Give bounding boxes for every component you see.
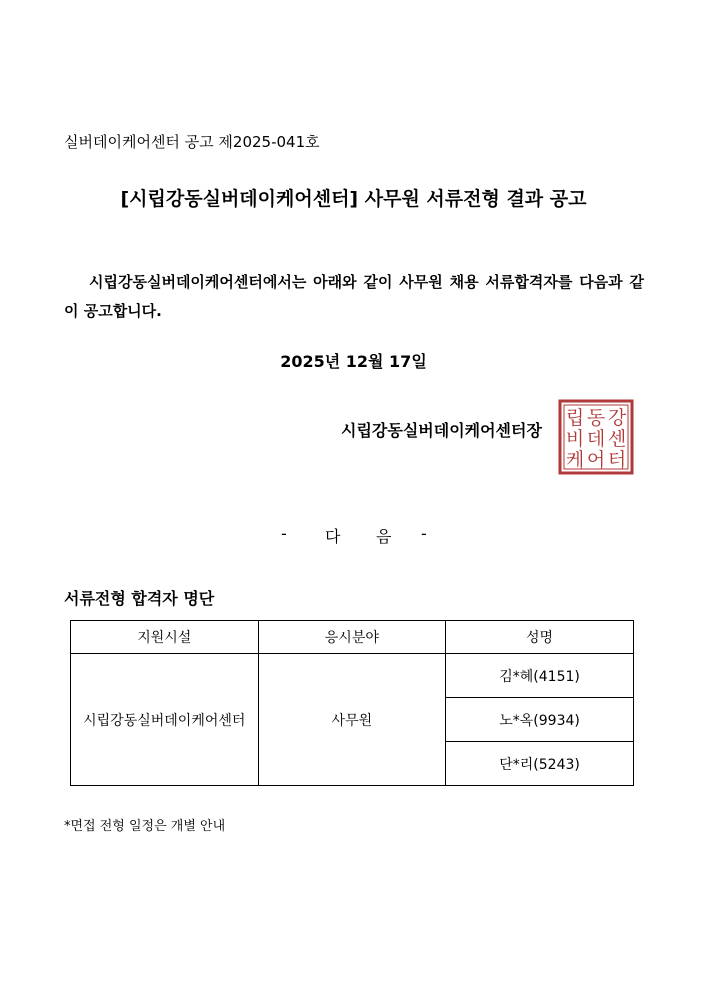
seal-character: 강 [607,407,627,429]
seal-character: 센 [607,428,627,450]
cell-applicant-name: 노*옥(9934) [446,698,634,742]
table-row [71,654,634,698]
official-seal-stamp [558,399,634,475]
divider-char-2: 음 [376,527,392,546]
header-facility: 지원시설 [71,621,259,654]
seal-character: 터 [607,449,627,471]
seal-character: 케 [565,449,585,471]
applicant-roster-table [70,620,634,786]
notice-number: 실버데이케어센터 공고 제2025-041호 [64,133,320,151]
footnote: *면접 전형 일정은 개별 안내 [64,819,226,834]
seal-character: 어 [586,449,606,471]
table-header-row [71,621,634,654]
divider-dash-right: - [421,524,427,543]
cell-applicant-name: 김*혜(4151) [446,654,634,698]
seal-character: 비 [565,428,585,450]
header-field: 응시분야 [258,621,446,654]
seal-character: 데 [586,428,606,450]
seal-character: 동 [586,407,606,429]
signer-name: 시립강동실버데이케어센터장 [341,421,542,440]
seal-character: 립 [565,407,585,429]
divider-char-1: 다 [325,527,341,546]
cell-applicant-name: 단*리(5243) [446,742,634,786]
announcement-date: 2025년 12월 17일 [280,352,427,371]
section-title: 서류전형 합격자 명단 [64,589,215,608]
divider-dash-left: - [281,524,287,543]
header-name: 성명 [446,621,634,654]
cell-facility: 시립강동실버데이케어센터 [71,654,259,786]
cell-field: 사무원 [258,654,446,786]
announcement-body: 시립강동실버데이케어센터에서는 아래와 같이 사무원 채용 서류합격자를 다음과 같이 공고합니다. [64,273,644,320]
page-title: [시립강동실버데이케어센터] 사무원 서류전형 결과 공고 [120,188,587,210]
